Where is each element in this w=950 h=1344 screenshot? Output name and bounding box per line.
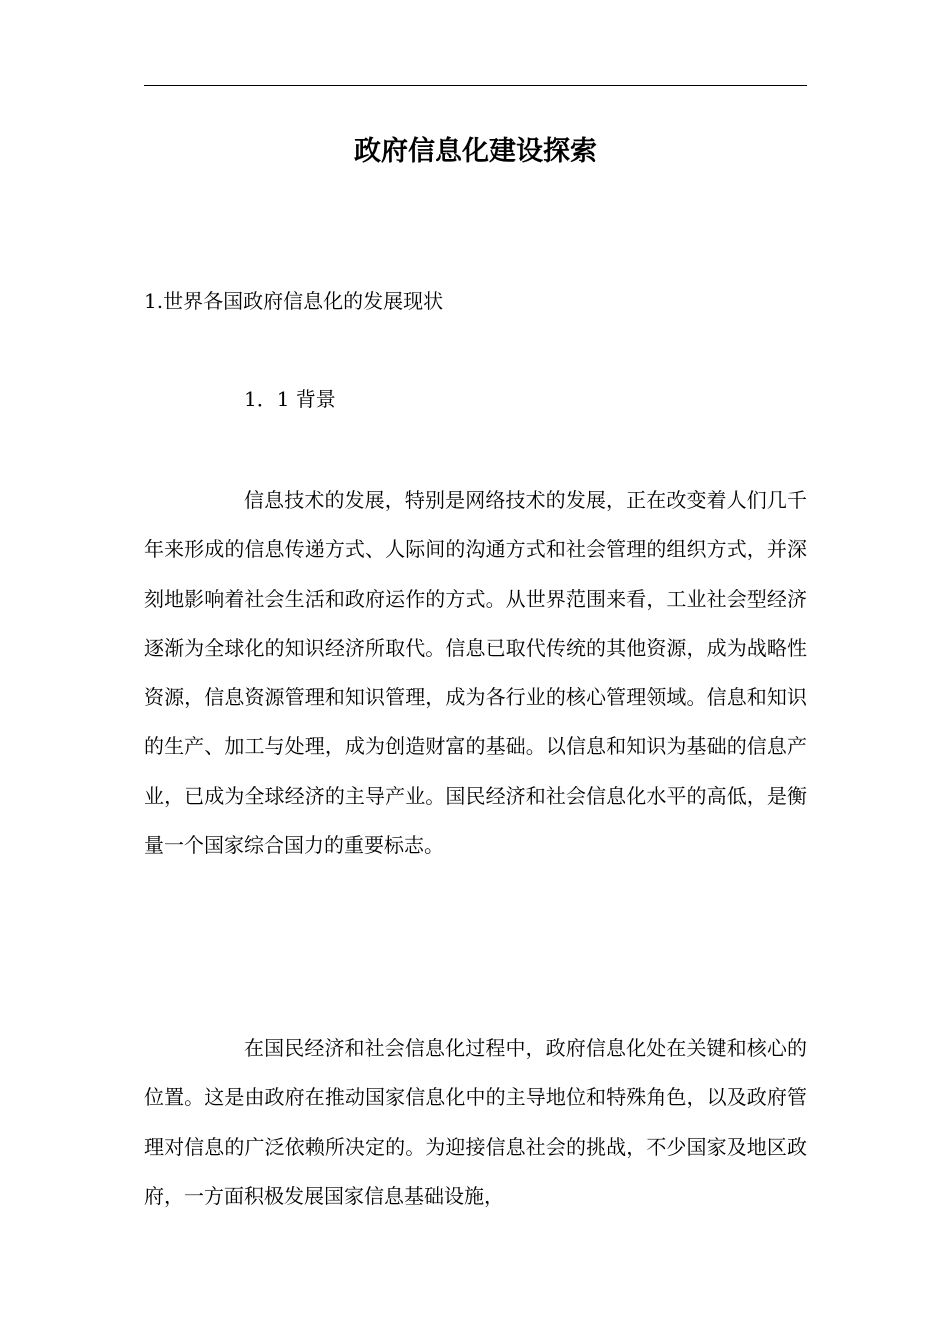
- subsection-heading: 1．1 背景: [244, 387, 336, 411]
- document-title: 政府信息化建设探索: [354, 136, 597, 167]
- section-heading: 1.世界各国政府信息化的发展现状: [144, 289, 444, 313]
- header-rule: [144, 85, 807, 86]
- body-paragraph-2: 在国民经济和社会信息化过程中，政府信息化处在关键和核心的位置。这是由政府在推动国家信息化中的主导地位和特殊角色，以及政府管理对信息的广泛依赖所决定的。为迎接信息社会的挑战，不少国家及地区政府，一方面积极发展国家信息基础设施，: [144, 1036, 807, 1208]
- body-paragraph-1: 信息技术的发展，特别是网络技术的发展，正在改变着人们几千年来形成的信息传递方式、人际间的沟通方式和社会管理的组织方式，并深刻地影响着社会生活和政府运作的方式。从世界范围来看，工业社会型经济逐渐为全球化的知识经济所取代。信息已取代传统的其他资源，成为战略性资源，信息资源管理和知识管理，成为各行业的核心管理领域。信息和知识的生产、加工与处理，成为创造财富的基础。以信息和知识为基础的信息产业，已成为全球经济的主导产业。国民经济和社会信息化水平的高低，是衡量一个国家综合国力的重要标志。: [144, 488, 807, 858]
